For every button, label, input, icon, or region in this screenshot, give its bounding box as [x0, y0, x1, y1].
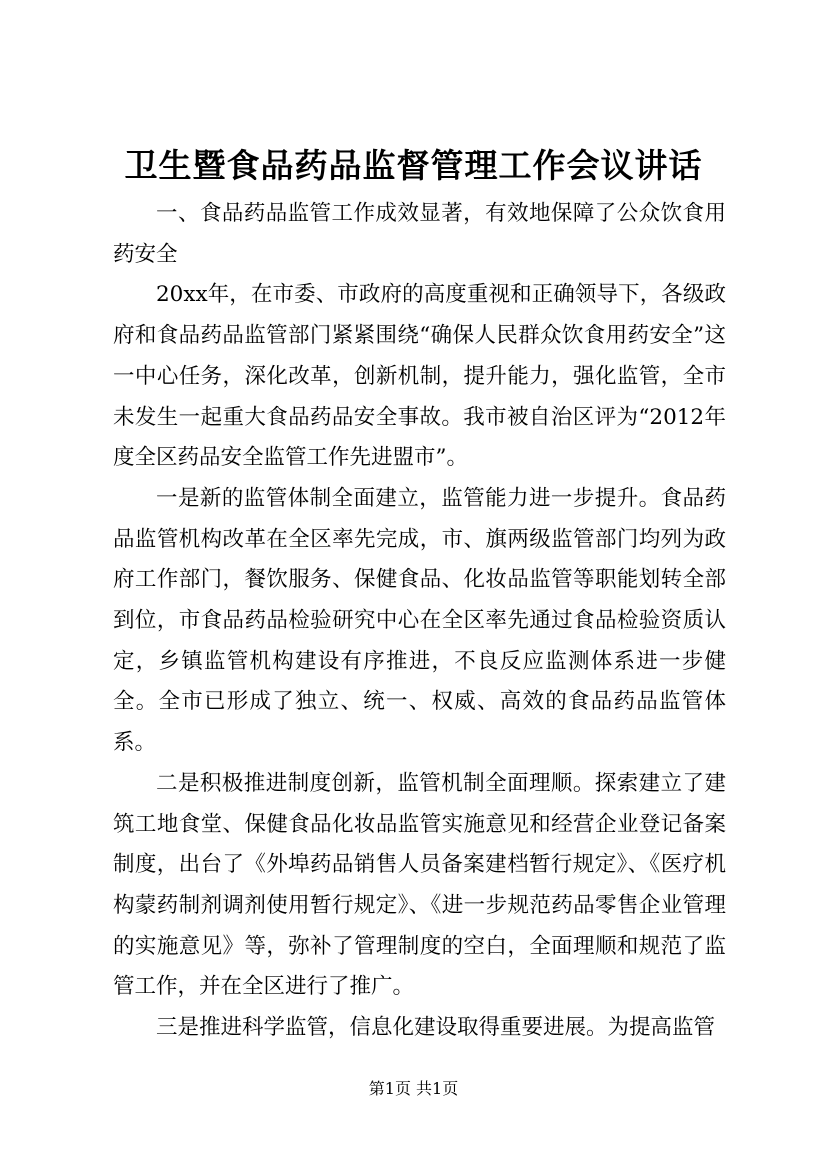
heading-paragraph: 一、食品药品监管工作成效显著，有效地保障了公众饮食用药安全 — [113, 201, 726, 267]
page-footer: 第1页 共1页 — [368, 1079, 459, 1098]
body-paragraph: 二是积极推进制度创新，监管机制全面理顺。探索建立了建筑工地食堂、保健食品化妆品监管实施意见和经营企业登记备案制度，出台了《外埠药品销售人员备案建档暂行规定》、《医疗机构蒙药制剂调剂使用暂行规定》、《进一步规范药品零售企业管理的实施意见》等，弥补了管理制度的空白，全面理顺和规范了监管工作，并在全区进行了推广。 — [113, 770, 726, 1000]
document-title: 卫生暨食品药品监督管理工作会议讲话 — [124, 146, 703, 185]
body-paragraph: 一是新的监管体制全面建立，监管能力进一步提升。食品药品监管机构改革在全区率先完成，市、旗两级监管部门均列为政府工作部门，餐饮服务、保健食品、化妆品监管等职能划转全部到位，市食品药品检验研究中心在全区率先通过食品检验资质认定，乡镇监管机构建设有序推进，不良反应监测体系进一步健全。全市已形成了独立、统一、权威、高效的食品药品监管体系。 — [113, 485, 726, 756]
body-paragraph: 20xx年，在市委、市政府的高度重视和正确领导下，各级政府和食品药品监管部门紧紧围绕“确保人民群众饮食用药安全”这一中心任务，深化改革，创新机制，提升能力，强化监管，全市未发生一起重大食品药品安全事故。我市被自治区评为“2012年度全区药品安全监管工作先进盟市”。 — [113, 282, 726, 471]
body-paragraph: 三是推进科学监管，信息化建设取得重要进展。为提高监管 — [156, 1015, 716, 1041]
document-body — [113, 194, 726, 1049]
